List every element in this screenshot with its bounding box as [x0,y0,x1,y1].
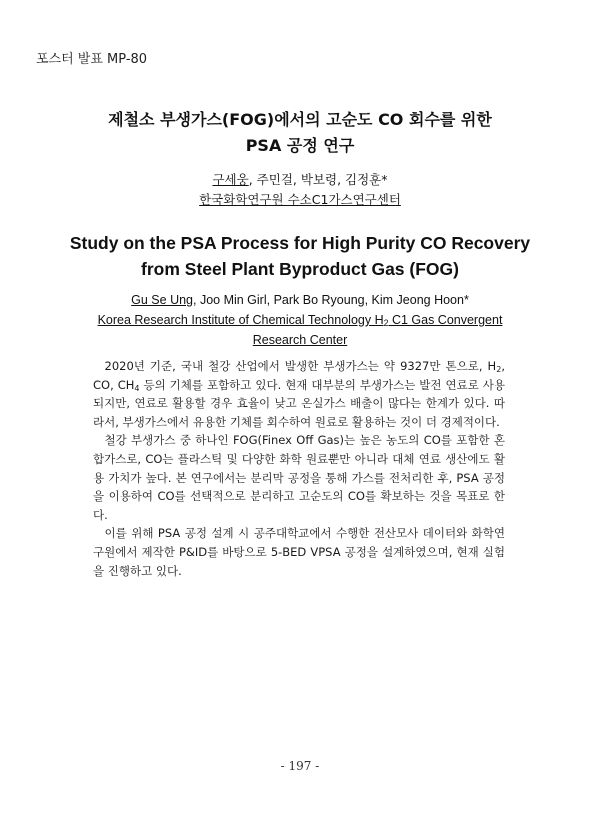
presenting-author-ko: 구세웅 [212,172,249,187]
korean-affiliation: 한국화학연구원 수소C1가스연구센터 [199,192,401,207]
korean-title [40,107,560,159]
english-authors-block [60,290,540,350]
abstract-paragraph-2: 철강 부생가스 중 하나인 FOG(Finex Off Gas)는 높은 농도의 CO를 포함한 혼합가스로, CO는 플라스틱 및 다양한 화학 원료뿐만 아니라 대체 연료 생산에도 활용 가치가 높다. 본 연구에서는 분리막 공정을 통해 가스를 전처리한 후, PSA 공정을 이용하여 CO를 선택적으로 분리하고 고순도의 CO를 확보하는 것을 목표로 한다. [93,433,505,522]
korean-author-list [40,170,560,190]
abstract-body [93,357,505,580]
korean-title-line-2: PSA 공정 연구 [245,136,355,155]
abstract-paragraph-1: 2020년 기준, 국내 철강 산업에서 발생한 부생가스는 약 9327만 톤으로, $H_2$, CO, $CH_4$ 등의 기체를 포함하고 있다. 현재 대부분의 부생가스는 발전 연료로 사용되지만, 연료로 활용할 경우 효율이 낮고 온실가스 배출이 많다는 한계가 있다. 따라서, 부생가스에서 유용한 기체를 회수하여 원료로 활용하는 것이 더 경제적이다. [93,359,505,429]
co-authors-en: , Joo Min Girl, Park Bo Ryoung, Kim Jeong Hoon* [193,293,469,307]
korean-title-line-1: 제철소 부생가스(FOG)에서의 고순도 CO 회수를 위한 [108,110,492,129]
english-title-line-1: Study on the PSA Process for High Purity CO Recovery [69,233,531,253]
poster-session-label: 포스터 발표 MP-80 [36,52,148,67]
presenting-author-en: Gu Se Ung [131,293,193,307]
english-affiliation: Korea Research Institute of Chemical Technology $H_2$ C1 Gas Convergent [97,313,503,329]
page-number: - 197 - [280,759,320,773]
korean-authors-block [40,170,560,210]
abstract-paragraph-3: 이를 위해 PSA 공정 설계 시 공주대학교에서 수행한 전산모사 데이터와 화학연구원에서 제작한 P&ID를 바탕으로 5-BED VPSA 공정을 설계하였으며, 현재 실험을 진행하고 있다. [93,526,505,578]
english-title [40,230,560,282]
english-title-line-2: from Steel Plant Byproduct Gas (FOG) [141,259,459,279]
english-author-list [60,290,540,310]
co-authors-ko: , 주민걸, 박보령, 김정훈* [248,172,388,187]
english-affiliation-line-2: Research Center [252,333,348,347]
